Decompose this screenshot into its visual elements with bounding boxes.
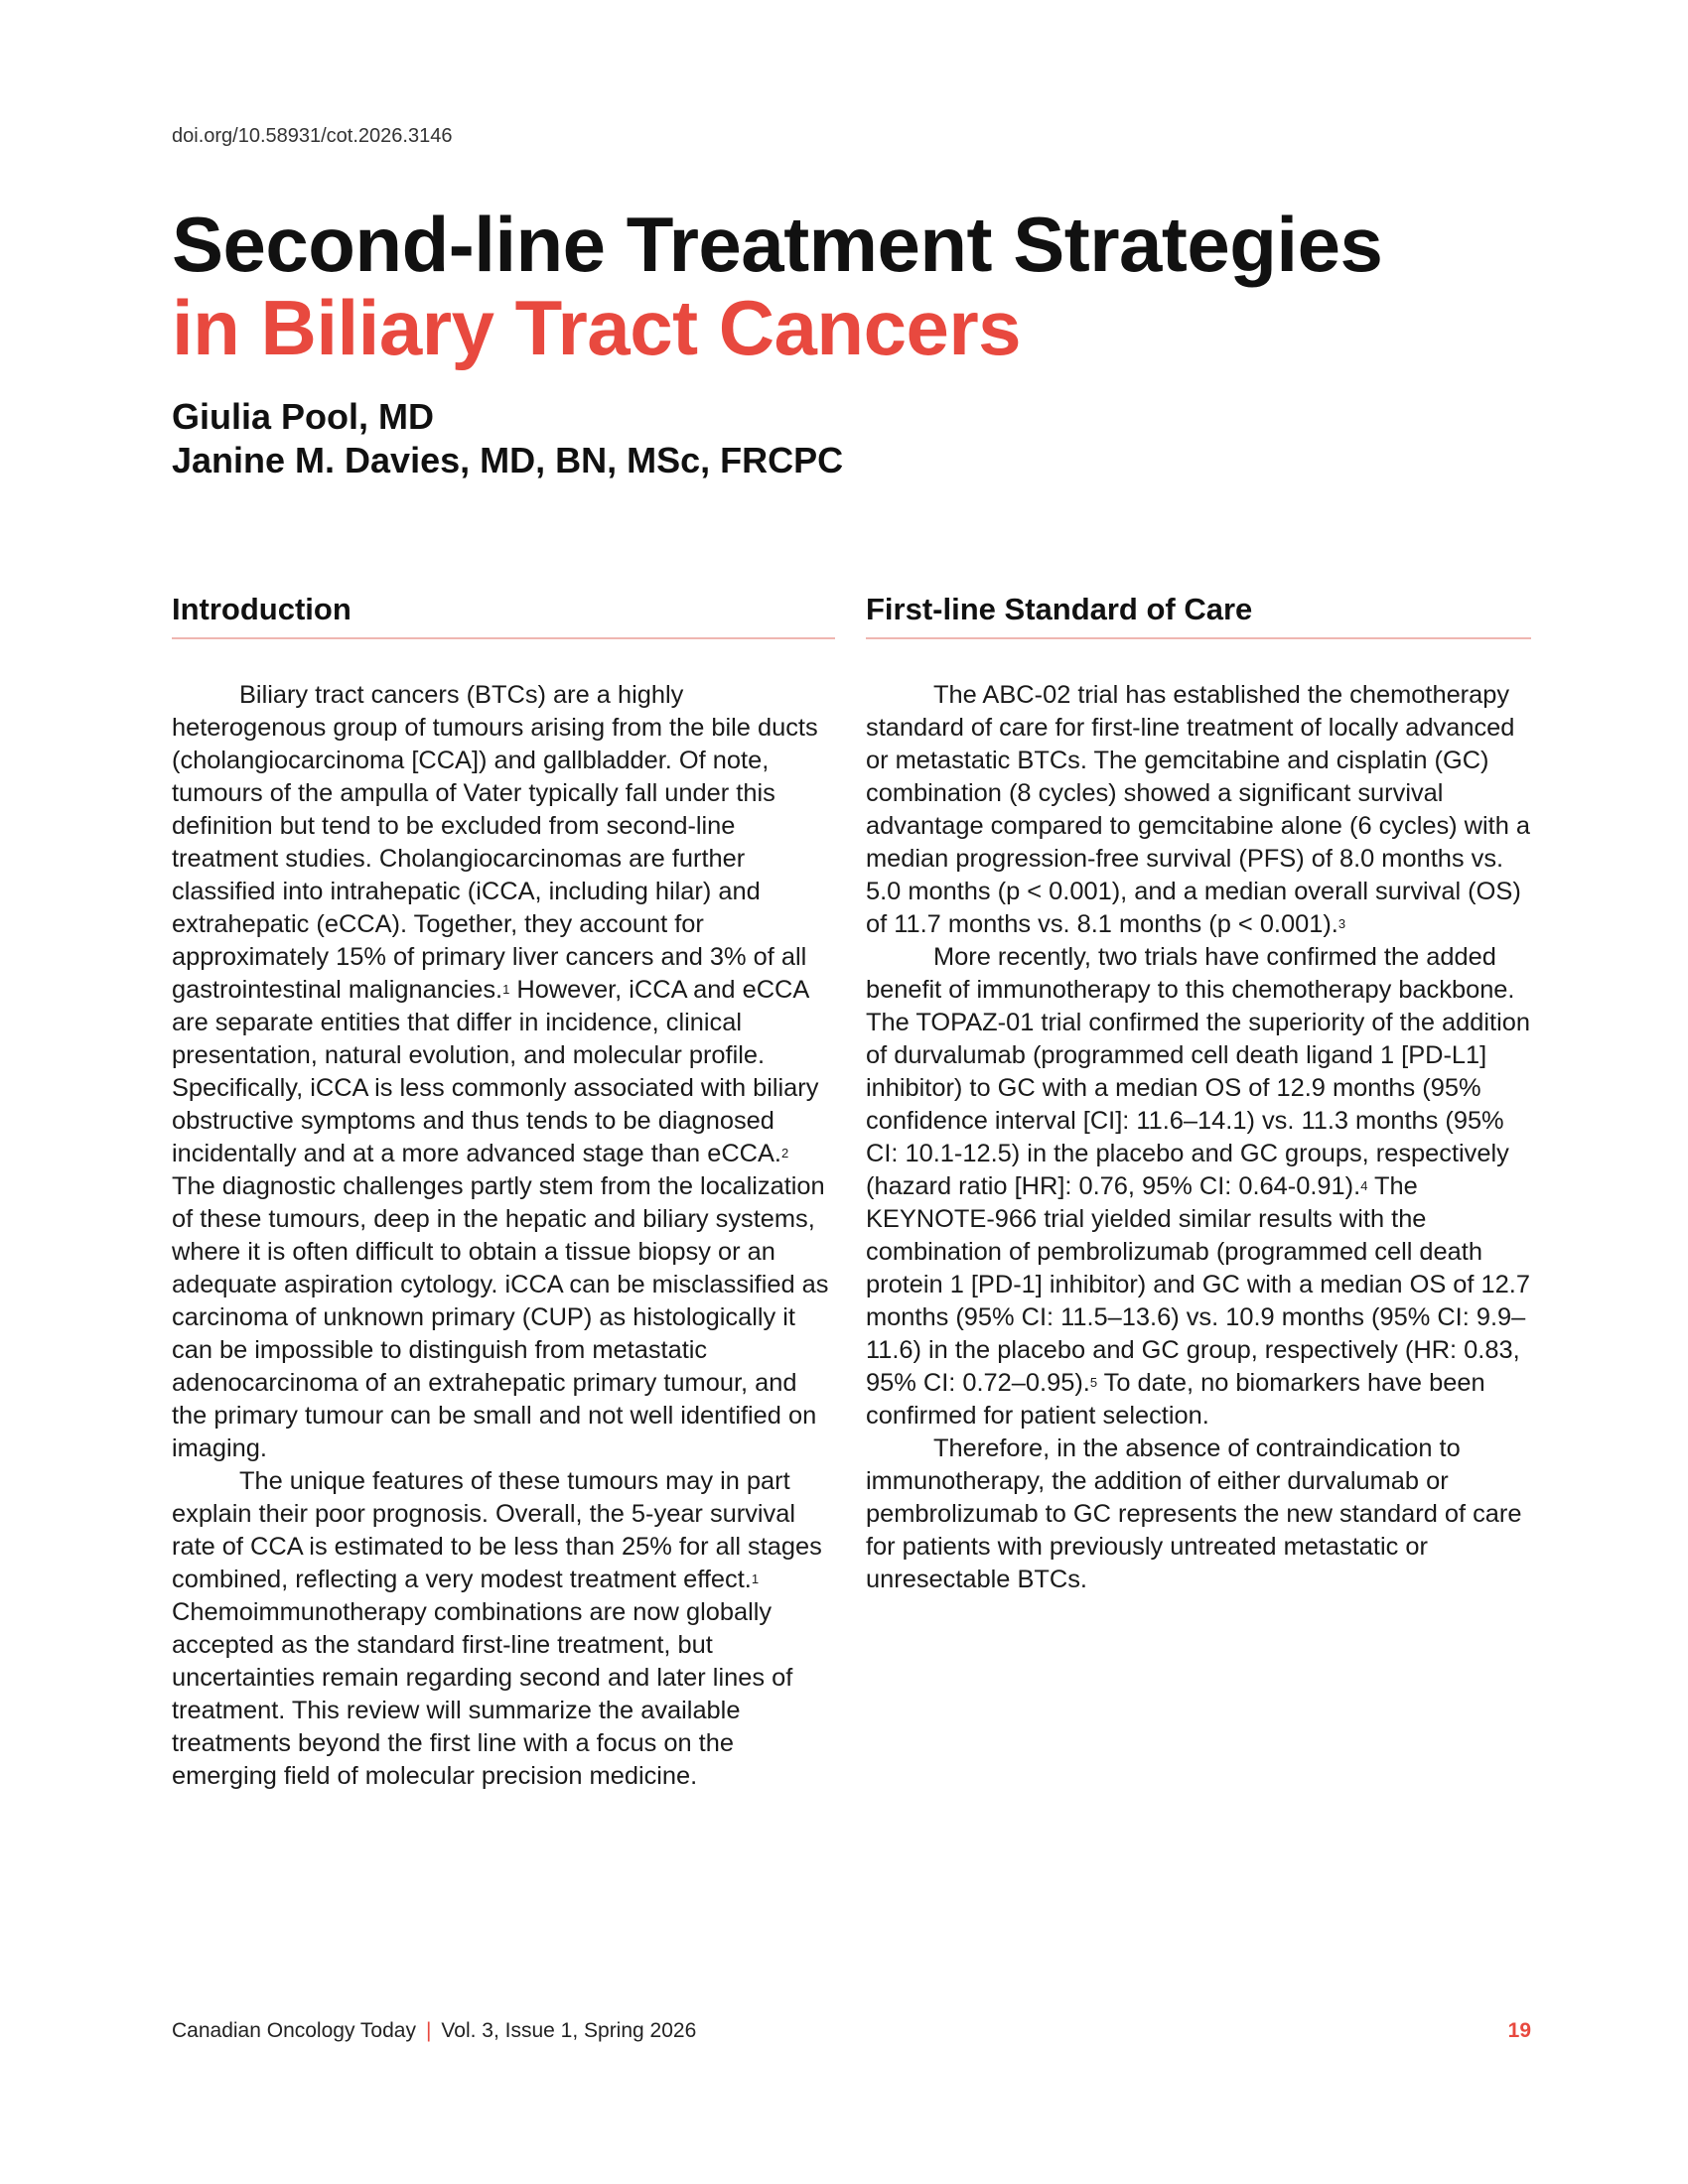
footer-journal-info xyxy=(172,2019,696,2043)
introduction-section xyxy=(172,590,835,1793)
doi-link[interactable]: doi.org/10.58931/cot.2026.3146 xyxy=(172,125,453,147)
title-line-1: Second-line Treatment Strategies xyxy=(172,201,1383,288)
citation-marker[interactable]: 2 xyxy=(781,1146,789,1160)
footer-separator: | xyxy=(425,2019,432,2042)
text-run: To date, no biomarkers have been confirmed for patient selection. xyxy=(866,1369,1485,1430)
text-run: Chemoimmunotherapy combinations are now globally accepted as the standard first-line treatment, but uncertainties remain regarding second and later lines of treatment. This review will summarize the available treatments beyond the first line with a focus on the emerging field of molecular precision medicine. xyxy=(172,1598,793,1790)
text-run: However, iCCA and eCCA are separate entities that differ in incidence, clinical presentation, natural evolution, and molecular profile. Specifically, iCCA is less commonly associated with biliary obstructive symptoms and thus tends to be diagnosed incidentally and at a more advanced stage than eCCA. xyxy=(172,976,819,1167)
text-run: The unique features of these tumours may in part explain their poor prognosis. Overall, the 5-year survival rate of CCA is estimated to be less than 25% for all stages combined, reflecting a very modest treatment effect. xyxy=(172,1467,822,1593)
section-body xyxy=(172,679,835,1793)
text-run: Biliary tract cancers (BTCs) are a highly heterogenous group of tumours arising from the bile ducts (cholangiocarcinoma [CCA]) and gallbladder. Of note, tumours of the ampulla of Vater typically fall under this definition but tend to be excluded from second-line treatment studies. Cholangiocarcinomas are further classified into intrahepatic (iCCA, including hilar) and extrahepatic (eCCA). Together, they account for approximately 15% of primary liver cancers and 3% of all gastrointestinal malignancies. xyxy=(172,681,818,1004)
journal-name: Canadian Oncology Today xyxy=(172,2019,416,2042)
text-run: Therefore, in the absence of contraindication to immunotherapy, the addition of either durvalumab or pembrolizumab to GC represents the new standard of care for patients with previously untreated metastatic or unresectable BTCs. xyxy=(866,1434,1522,1593)
text-run: The diagnostic challenges partly stem from the localization of these tumours, deep in the hepatic and biliary systems, where it is often difficult to obtain a tissue biopsy or an adequate aspiration cytology. iCCA can be misclassified as carcinoma of unknown primary (CUP) as histologically it can be impossible to distinguish from metastatic adenocarcinoma of an extrahepatic primary tumour, and the primary tumour can be small and not well identified on imaging. xyxy=(172,1172,829,1462)
page-number: 19 xyxy=(1507,2019,1531,2042)
citation-marker[interactable]: 4 xyxy=(1360,1178,1368,1193)
text-run: The KEYNOTE-966 trial yielded similar results with the combination of pembrolizumab (programmed cell death protein 1 [PD-1] inhibitor) and GC with a median OS of 12.7 months (95% CI: 11.5–13.6) vs. 10.9 months (95% CI: 9.9–11.6) in the placebo and GC group, respectively (HR: 0.83, 95% CI: 0.72–0.95). xyxy=(866,1172,1530,1397)
author-list xyxy=(172,395,843,482)
citation-marker[interactable]: 3 xyxy=(1337,916,1346,931)
author-name: Janine M. Davies, MD, BN, MSc, FRCPC xyxy=(172,440,844,480)
citation-marker[interactable]: 1 xyxy=(502,982,510,997)
citation-marker[interactable]: 1 xyxy=(751,1571,760,1586)
article-title xyxy=(172,203,1382,369)
paragraph xyxy=(172,679,835,1465)
text-run: More recently, two trials have confirmed the added benefit of immunotherapy to this chemotherapy backbone. The TOPAZ-01 trial confirmed the superiority of the addition of durvalumab (programmed cell death ligand 1 [PD-L1] inhibitor) to GC with a median OS of 12.9 months (95% confidence interval [CI]: 11.6–14.1) vs. 11.3 months (95% CI: 10.1-12.5) in the placebo and GC groups, respectively (hazard ratio [HR]: 0.76, 95% CI: 0.64-0.91). xyxy=(866,943,1530,1200)
issue-info: Vol. 3, Issue 1, Spring 2026 xyxy=(441,2019,697,2042)
paragraph xyxy=(172,1465,835,1793)
paragraph xyxy=(866,941,1531,1433)
paragraph xyxy=(866,1433,1531,1596)
title-line-2: in Biliary Tract Cancers xyxy=(172,284,1022,371)
paragraph xyxy=(866,679,1531,941)
text-run: The ABC-02 trial has established the chemotherapy standard of care for first-line treatment of locally advanced or metastatic BTCs. The gemcitabine and cisplatin (GC) combination (8 cycles) showed a significant survival advantage compared to gemcitabine alone (6 cycles) with a median progression-free survival (PFS) of 8.0 months vs. 5.0 months (p < 0.001), and a median overall survival (OS) of 11.7 months vs. 8.1 months (p < 0.001). xyxy=(866,681,1530,938)
section-heading-first-line: First-line Standard of Care xyxy=(866,590,1531,639)
citation-marker[interactable]: 5 xyxy=(1089,1375,1098,1390)
section-heading-introduction: Introduction xyxy=(172,590,835,639)
first-line-standard-section xyxy=(866,590,1531,1596)
section-body xyxy=(866,679,1531,1596)
author-name: Giulia Pool, MD xyxy=(172,396,435,437)
